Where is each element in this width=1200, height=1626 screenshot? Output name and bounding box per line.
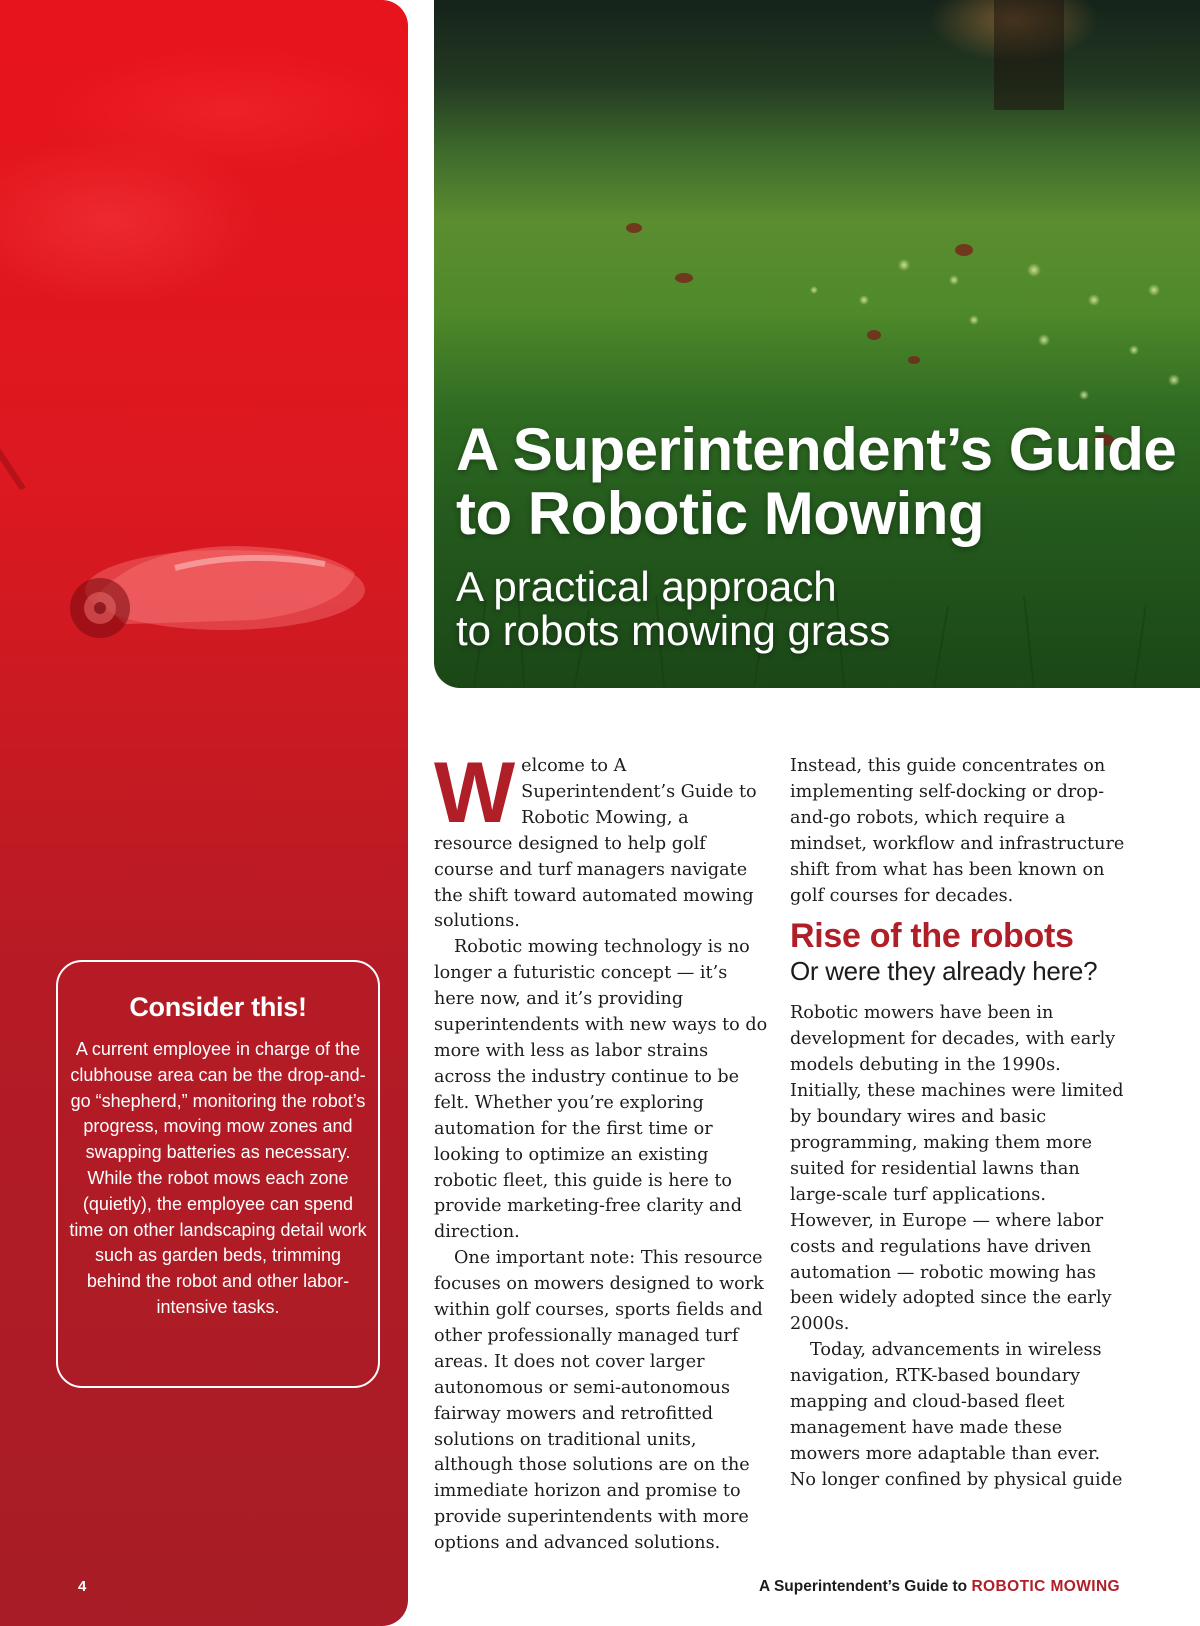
subtitle-line-2: to robots mowing grass bbox=[456, 607, 891, 654]
footer-accent: ROBOTIC MOWING bbox=[971, 1578, 1120, 1595]
page-title bbox=[456, 418, 1176, 546]
robot-mower-graphic bbox=[55, 528, 365, 648]
body-paragraph: Robotic mowers have been in development for decades, with early models debuting in the 1990s. Initially, these machines were limited by boundary wires and basic programming, making them more suited for residential lawns than large-scale turf applications. However, in Europe — where labor costs and regulations have driven automation — robotic mowing has been widely adopted since the early 2000s. bbox=[790, 1003, 1124, 1335]
body-paragraph: Robotic mowing technology is no longer a futuristic concept — it’s here now, and it’s providing superintendents with new ways to do more with less as labor strains across the industry continue to be felt. Whether you’re exploring automation for the first time or looking to optimize an existing robotic fleet, this guide is here to provide marketing-free clarity and direction. bbox=[434, 937, 768, 1243]
mower-handle-graphic bbox=[0, 380, 50, 540]
consider-this-callout bbox=[56, 960, 380, 1388]
footer-prefix: A Superintendent’s Guide to bbox=[759, 1578, 968, 1595]
section-subheading: Or were they already here? bbox=[790, 956, 1098, 987]
page-subtitle bbox=[456, 565, 890, 653]
callout-text: A current employee in charge of the clubhouse area can be the drop-and-go “shepherd,” monitoring the robot’s progress, moving mow zones and swapping batteries as necessary. While the robot mows each zone (quietly), the employee can spend time on other landscaping detail work such as garden beds, trimming behind the robot and other labor-intensive tasks. bbox=[69, 1039, 367, 1317]
title-line-1: A Superintendent’s Guide bbox=[456, 416, 1177, 483]
body-paragraph: Today, advancements in wireless navigation, RTK-based boundary mapping and cloud-based fleet management have made these mowers more adaptable than ever. No longer confined by physical guide bbox=[790, 1340, 1123, 1490]
sidebar-panel bbox=[0, 0, 408, 1626]
running-footer bbox=[759, 1578, 1120, 1596]
intro-text: elcome to A Superintendent’s Guide to Robotic Mowing, a resource designed to help golf course and turf managers navigate the shift toward automated mowing solutions. bbox=[434, 756, 757, 932]
title-line-2: to Robotic Mowing bbox=[456, 480, 985, 547]
section-heading: Rise of the robots bbox=[790, 917, 1074, 956]
article-column-2 bbox=[790, 754, 1130, 1494]
hero-image bbox=[434, 0, 1200, 688]
body-paragraph: Instead, this guide concentrates on implementing self-docking or drop-and-go robots, which require a mindset, workflow and infrastructure shift from what has been known on golf courses for decades. bbox=[790, 756, 1125, 906]
intro-paragraph bbox=[434, 745, 769, 935]
page-number: 4 bbox=[78, 1578, 87, 1595]
callout-title: Consider this! bbox=[129, 992, 307, 1022]
drop-cap: W bbox=[434, 745, 516, 841]
body-paragraph: One important note: This resource focuses on mowers designed to work within golf courses, sports fields and other professionally managed turf areas. It does not cover larger autonomous or semi-autonomous fairway mowers and retrofitted solutions on traditional units, although those solutions are on the immediate horizon and promise to provide superintendents with more options and advanced solutions. bbox=[434, 1248, 764, 1554]
article-column-1 bbox=[434, 745, 769, 1557]
subtitle-line-1: A practical approach bbox=[456, 563, 837, 610]
